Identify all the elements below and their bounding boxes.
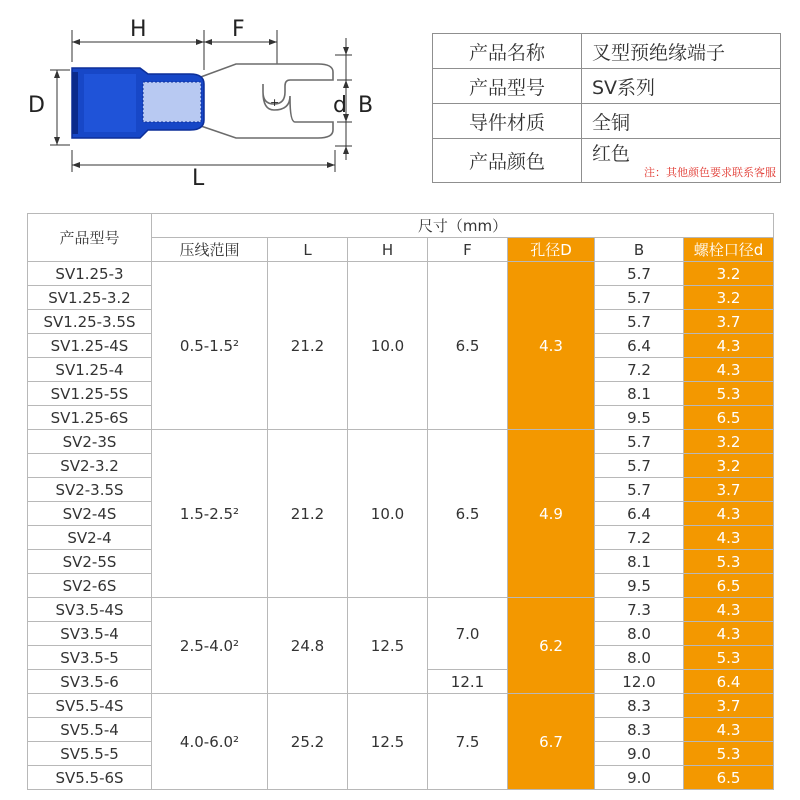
- model-header: 产品型号: [28, 214, 152, 262]
- info-value: SV系列: [582, 69, 781, 104]
- model-cell: SV1.25-3: [28, 262, 152, 286]
- bolt-d-cell: 3.2: [684, 262, 774, 286]
- label-D: D: [28, 93, 45, 118]
- model-cell: SV3.5-5: [28, 646, 152, 670]
- model-cell: SV5.5-4: [28, 718, 152, 742]
- label-B: B: [358, 93, 374, 118]
- dim-B-cell: 6.4: [595, 502, 684, 526]
- column-header: L: [268, 238, 348, 262]
- hole-D-cell: 4.9: [508, 430, 595, 598]
- column-header: F: [428, 238, 508, 262]
- dim-H-cell: 10.0: [348, 430, 428, 598]
- dim-B-cell: 5.7: [595, 478, 684, 502]
- bolt-d-cell: 3.7: [684, 478, 774, 502]
- dim-B-cell: 8.0: [595, 646, 684, 670]
- dim-L-cell: 21.2: [268, 262, 348, 430]
- info-key: 产品名称: [433, 34, 582, 69]
- model-cell: SV1.25-4S: [28, 334, 152, 358]
- dim-B-cell: 9.0: [595, 766, 684, 790]
- bolt-d-cell: 3.2: [684, 430, 774, 454]
- dim-B-cell: 12.0: [595, 670, 684, 694]
- dim-F-cell: 7.0: [428, 598, 508, 670]
- dim-B-cell: 8.3: [595, 718, 684, 742]
- info-key: 产品型号: [433, 69, 582, 104]
- spade-metal: [198, 64, 333, 138]
- bolt-d-cell: 6.5: [684, 406, 774, 430]
- model-cell: SV2-4: [28, 526, 152, 550]
- bolt-d-cell: 4.3: [684, 526, 774, 550]
- dim-B-cell: 7.2: [595, 358, 684, 382]
- info-row: [433, 34, 781, 69]
- range-cell: 2.5-4.0²: [152, 598, 268, 694]
- info-row: [433, 139, 781, 183]
- column-header: B: [595, 238, 684, 262]
- range-cell: 4.0-6.0²: [152, 694, 268, 790]
- dim-F-cell: 12.1: [428, 670, 508, 694]
- model-cell: SV3.5-4: [28, 622, 152, 646]
- info-value-cell: [582, 139, 781, 183]
- label-F: F: [232, 17, 245, 42]
- dim-L-cell: 25.2: [268, 694, 348, 790]
- label-d: d: [333, 93, 347, 118]
- table-row: [28, 430, 774, 454]
- bolt-d-cell: 4.3: [684, 334, 774, 358]
- model-cell: SV2-4S: [28, 502, 152, 526]
- dim-B-cell: 5.7: [595, 310, 684, 334]
- bolt-d-cell: 3.2: [684, 454, 774, 478]
- dim-B-cell: 8.1: [595, 550, 684, 574]
- bolt-d-cell: 4.3: [684, 358, 774, 382]
- spec-table: [27, 213, 774, 790]
- model-cell: SV2-3.5S: [28, 478, 152, 502]
- product-info-table: [432, 33, 781, 183]
- center-mark: +: [270, 96, 280, 109]
- model-cell: SV2-3.2: [28, 454, 152, 478]
- dim-B-cell: 7.2: [595, 526, 684, 550]
- model-cell: SV3.5-4S: [28, 598, 152, 622]
- bolt-d-cell: 4.3: [684, 502, 774, 526]
- dim-H-cell: 12.5: [348, 694, 428, 790]
- column-header: 压线范围: [152, 238, 268, 262]
- range-cell: 1.5-2.5²: [152, 430, 268, 598]
- info-value: 红色: [592, 143, 631, 165]
- info-row: [433, 69, 781, 104]
- dimension-group-header: 尺寸（mm）: [152, 214, 774, 238]
- range-cell: 0.5-1.5²: [152, 262, 268, 430]
- barrel-window: [143, 82, 201, 122]
- model-cell: SV1.25-3.2: [28, 286, 152, 310]
- bolt-d-cell: 5.3: [684, 742, 774, 766]
- dim-B-cell: 8.1: [595, 382, 684, 406]
- bolt-d-cell: 5.3: [684, 550, 774, 574]
- bolt-d-cell: 6.5: [684, 766, 774, 790]
- dim-B-cell: 5.7: [595, 430, 684, 454]
- dim-B-cell: 9.5: [595, 574, 684, 598]
- hole-D-cell: 6.7: [508, 694, 595, 790]
- model-cell: SV1.25-3.5S: [28, 310, 152, 334]
- dim-B-cell: 7.3: [595, 598, 684, 622]
- hole-D-cell: 4.3: [508, 262, 595, 430]
- bolt-d-cell: 6.5: [684, 574, 774, 598]
- info-note: 注：其他颜色要求联系客服: [644, 166, 776, 179]
- info-key: 导件材质: [433, 104, 582, 139]
- table-row: [28, 262, 774, 286]
- info-row: [433, 104, 781, 139]
- sleeve-highlight: [72, 72, 78, 134]
- model-cell: SV2-5S: [28, 550, 152, 574]
- dim-B-cell: 9.0: [595, 742, 684, 766]
- model-cell: SV2-3S: [28, 430, 152, 454]
- dim-L-cell: 24.8: [268, 598, 348, 694]
- dim-H-cell: 12.5: [348, 598, 428, 694]
- bolt-d-cell: 4.3: [684, 718, 774, 742]
- dim-B-cell: 5.7: [595, 286, 684, 310]
- dim-F-cell: 6.5: [428, 262, 508, 430]
- bolt-d-cell: 5.3: [684, 646, 774, 670]
- bolt-d-cell: 4.3: [684, 598, 774, 622]
- column-header: H: [348, 238, 428, 262]
- dim-L-cell: 21.2: [268, 430, 348, 598]
- dim-F-cell: 7.5: [428, 694, 508, 790]
- model-cell: SV5.5-6S: [28, 766, 152, 790]
- info-key: 产品颜色: [433, 139, 582, 183]
- bolt-d-cell: 3.2: [684, 286, 774, 310]
- bolt-d-cell: 5.3: [684, 382, 774, 406]
- label-L: L: [192, 166, 205, 191]
- dim-F-cell: 6.5: [428, 430, 508, 598]
- column-header: 孔径D: [508, 238, 595, 262]
- bolt-d-cell: 6.4: [684, 670, 774, 694]
- hole-D-cell: 6.2: [508, 598, 595, 694]
- model-cell: SV2-6S: [28, 574, 152, 598]
- dim-B-cell: 5.7: [595, 262, 684, 286]
- insulation-inner: [84, 74, 136, 132]
- column-header: 螺栓口径d: [684, 238, 774, 262]
- dim-B-cell: 9.5: [595, 406, 684, 430]
- bolt-d-cell: 4.3: [684, 622, 774, 646]
- dim-B-cell: 8.3: [595, 694, 684, 718]
- table-row: [28, 598, 774, 622]
- dim-H-cell: 10.0: [348, 262, 428, 430]
- model-cell: SV1.25-6S: [28, 406, 152, 430]
- terminal-diagram: [0, 0, 420, 205]
- dim-B-cell: 5.7: [595, 454, 684, 478]
- info-value: 全铜: [582, 104, 781, 139]
- bolt-d-cell: 3.7: [684, 310, 774, 334]
- label-H: H: [130, 17, 147, 42]
- table-row: [28, 694, 774, 718]
- dim-B-cell: 8.0: [595, 622, 684, 646]
- model-cell: SV5.5-5: [28, 742, 152, 766]
- model-cell: SV1.25-5S: [28, 382, 152, 406]
- dim-B-cell: 6.4: [595, 334, 684, 358]
- model-cell: SV1.25-4: [28, 358, 152, 382]
- info-value: 叉型预绝缘端子: [582, 34, 781, 69]
- model-cell: SV3.5-6: [28, 670, 152, 694]
- model-cell: SV5.5-4S: [28, 694, 152, 718]
- bolt-d-cell: 3.7: [684, 694, 774, 718]
